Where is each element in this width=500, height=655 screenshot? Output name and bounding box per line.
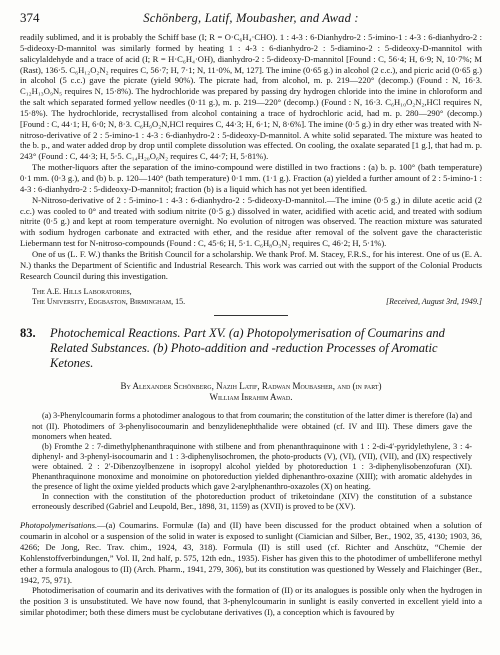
- author-line: By Alexander Schönberg, Nazih Latif, Radwan Moubasher, and (in part): [120, 381, 382, 392]
- article-title: Photochemical Reactions. Part XV. (a) Photopolymerisation of Coumarins and Related Substances. (b) Photo-addition and -reduction Processes of Aromatic Ketones.: [50, 326, 445, 371]
- page-number: 374: [20, 10, 40, 25]
- article-heading: [20, 326, 482, 371]
- address-line: The A.E. Hills Laboratories,: [32, 287, 132, 297]
- abstract-paragraph: (a) 3-Phenylcoumarin forms a photodimer analogous to that from coumarin; the constitution of the latter dimer is therefore (Ia) and not (II). Photodimers of 3-phenylisocoumarin and benzylidenephthalide were obtained (cf. IV and III). These dimers gave the monomers when heated.: [32, 411, 472, 441]
- author-line: William Ibrahim Awad.: [209, 392, 293, 403]
- section-heading: Photopolymerisations.: [20, 520, 98, 531]
- abstract: [32, 411, 472, 512]
- body-paragraph: Photodimerisation of coumarin and its derivatives with the formation of (II) or its analogues is possible only when the hydrogen in the position 3 is unsubstituted. We have now found, that 3-phenylcoumarin in sunlight is easily converted in excellent yield into a similar photodimer; both these dimers must be cyclobutane derivatives (I), a conception which is favoured by: [20, 585, 482, 618]
- running-title: Schönberg, Latif, Moubasher, and Awad :: [143, 11, 359, 25]
- author-list: [20, 381, 482, 403]
- article-number: 83.: [20, 326, 36, 341]
- running-header: [20, 10, 482, 26]
- acknowledgement-paragraph: One of us (L. F. W.) thanks the British Council for a scholarship. We thank Prof. M. Stacey, F.R.S., for his interest. One of us (E. A. N.) thanks the Department of Scientific and Industrial Research. This work was carried out with the support of the Colonial Products Research Council during this investigation.: [20, 248, 482, 281]
- body-paragraph: The mother-liquors after the separation of the imino-compound were distilled in two fractions : (a) b. p. 100° (bath temperature) 0·1 mm. (0·3 g.), and (b) b. p. 120—140° (bath temperature) 0·1 mm. (1·1 g.). Fraction (a) yielded a further amount of 2 : 5-imino-1 : 4-3 : 6-dianhydro-2 : 5-dideoxy-D-mannitol; fraction (b) is a liquid which has not yet been identified.: [20, 162, 482, 194]
- section-paragraph: [20, 520, 482, 585]
- received-date: [Received, August 3rd, 1949.]: [386, 297, 482, 307]
- address-line: The University, Edgbaston, Birmingham, 15.: [32, 297, 186, 307]
- section-divider: [214, 315, 288, 316]
- abstract-paragraph: In connection with the constitution of the photoreduction product of triketoindane (XIV) the constitution of a substance erroneously described (Gabriel and Leupold, Ber., 1898, 31, 1159) as (XVII) is proved to be (XV).: [32, 492, 472, 512]
- body-paragraph: readily sublimed, and it is probably the Schiff base (I; R = O·C₆H₄·CHO). 1 : 4-3 : 6-Dianhydro-2 : 5-imino-1 : 4-3 : 6-dianhydro-2 : 5-dideoxy-D-mannitol was similarly formed by heating 1 : 4-3 : 6-dianhydro-2 : 5-diamino-2 : 5-dideoxy-D-mannitol with salicylaldehyde and a trace of acid (I; R = H·C₆H₄·OH), dianhydro-2 : 5-dideoxy-D-mannitol [Found : C, 56·4; H, 6·9; N, 10·7%; M (Rast), 136·5. C₆H₁₂O₂N₂ requires C, 56·7; H, 7·1; N, 11·0%, M, 127]. The imine (0·65 g.) in alcohol (2 c.c.), and picric acid (0·65 g.) in alcohol (5 c.c.) gave the picrate (yield 90%). The picrate had, from alcohol, m. p. 219—220° (decomp.) (Found : N, 16·3. C₁₂H₁₃O₉N₅ requires N, 15·8%). The hydrochloride was prepared by passing dry hydrogen chloride into the imine in chloroform and the salt which separated formed yellow needles (0·11 g.), m. p. 219—220° (decomp.) (Found : N, 16·3. C₆H₁₀O₂N₂,HCl requires N, 15·8%). The hydrochloride, recrystallised from alcohol containing a trace of hydrochloric acid, had m. p. 280—290° (decomp.) [Found : C, 44·1; H, 6·0; N, 8·3. C₆H₉O₂N,HCl requires C, 44·3; H, 6·1; N, 8·6%]. The imine (0·5 g.) in dry ether was treated with N-nitroso-derivative of 2 : 5-imino-1 : 4-3 : 6-dianhydro-2 : 5-dideoxy-D-mannitol. A white solid separated. The mixture was heated to the b. p., and water added drop by drop until complete dissolution was effected. On cooling, the oxalate separated [1 g.], that had m. p. 243° (Found : C, 44·3; H, 5·5. C₁₄H₂₀O₆N₂ requires C, 44·7; H, 5·81%).: [20, 32, 482, 162]
- section-text: —(a) Coumarins. Formulæ (Ia) and (II) have been discussed for the product obtained when a solution of coumarin in alcohol or a suspension of the solid in water is exposed to sunlight (Ciamician and Silber, Ber., 1902, 35, 4130; 1903, 36, 4266; De Jong, Rec. Trav. chim., 1924, 43, 318). Formula (II) is still used (cf. Richter and Anschütz, “Chemie der Kohlenstoffverbindungen,” Vol. II, 2nd half, p. 575, 12th edn., 1935). Fisher has given this to the photodimer of umbelliferone methyl ether a formula analogous to (II) (Arch. Pharm., 1941, 279, 306), but its constitution was questioned by Wessely and Flaichinger (Ber., 1942, 75, 971).: [20, 520, 482, 585]
- address-lines: [32, 287, 185, 307]
- institution-address: [32, 287, 482, 307]
- abstract-paragraph: (b) Fromthe 2 : 7-dimethylphenanthraquinone with stilbene and from phenanthraquinone with 1 : 2-di-4′-pyridylethylene, 3 : 4-diphenyl- and 3-phenyl-isocoumarin and 1 : 3-diphenylisochromen, the photo-products (V), (VI), (VII), (VII), and (IX) respectively were obtained. 2 : 2′-Dibenzoylbenzene in isopropyl alcohol yielded by photoreduction 1 : 3-diphenylisobenzofuran (XI). Phenanthraquinone monoxime and monoimine on photoreduction yielded diphenanthro-oxazine (XIII); with aromatic aldehydes in the presence of light the oxime yielded products which gave 2-arylphenanthro-oxazoles (X) on heating.: [32, 441, 472, 492]
- body-paragraph: N-Nitroso-derivative of 2 : 5-imino-1 : 4-3 : 6-dianhydro-2 : 5-dideoxy-D-mannitol.—The imine (0·5 g.) in dilute acetic acid (2 c.c.) was cooled to 0° and treated with sodium nitrite (0·5 g.) dissolved in water, acidified with acetic acid, and treated with sodium nitrite (0·5 g.) and kept at room temperature overnight. No evolution of nitrogen was observed. The reaction mixture was saturated with sodium hydrogen carbonate and extracted with ether, and the residue after removal of the solvent gave the characteristic Liebermann test for N-nitroso-compounds (Found : C, 45·6; H, 5·1. C₆H₈O₃N₂ requires C, 46·2; H, 5·1%).: [20, 194, 482, 249]
